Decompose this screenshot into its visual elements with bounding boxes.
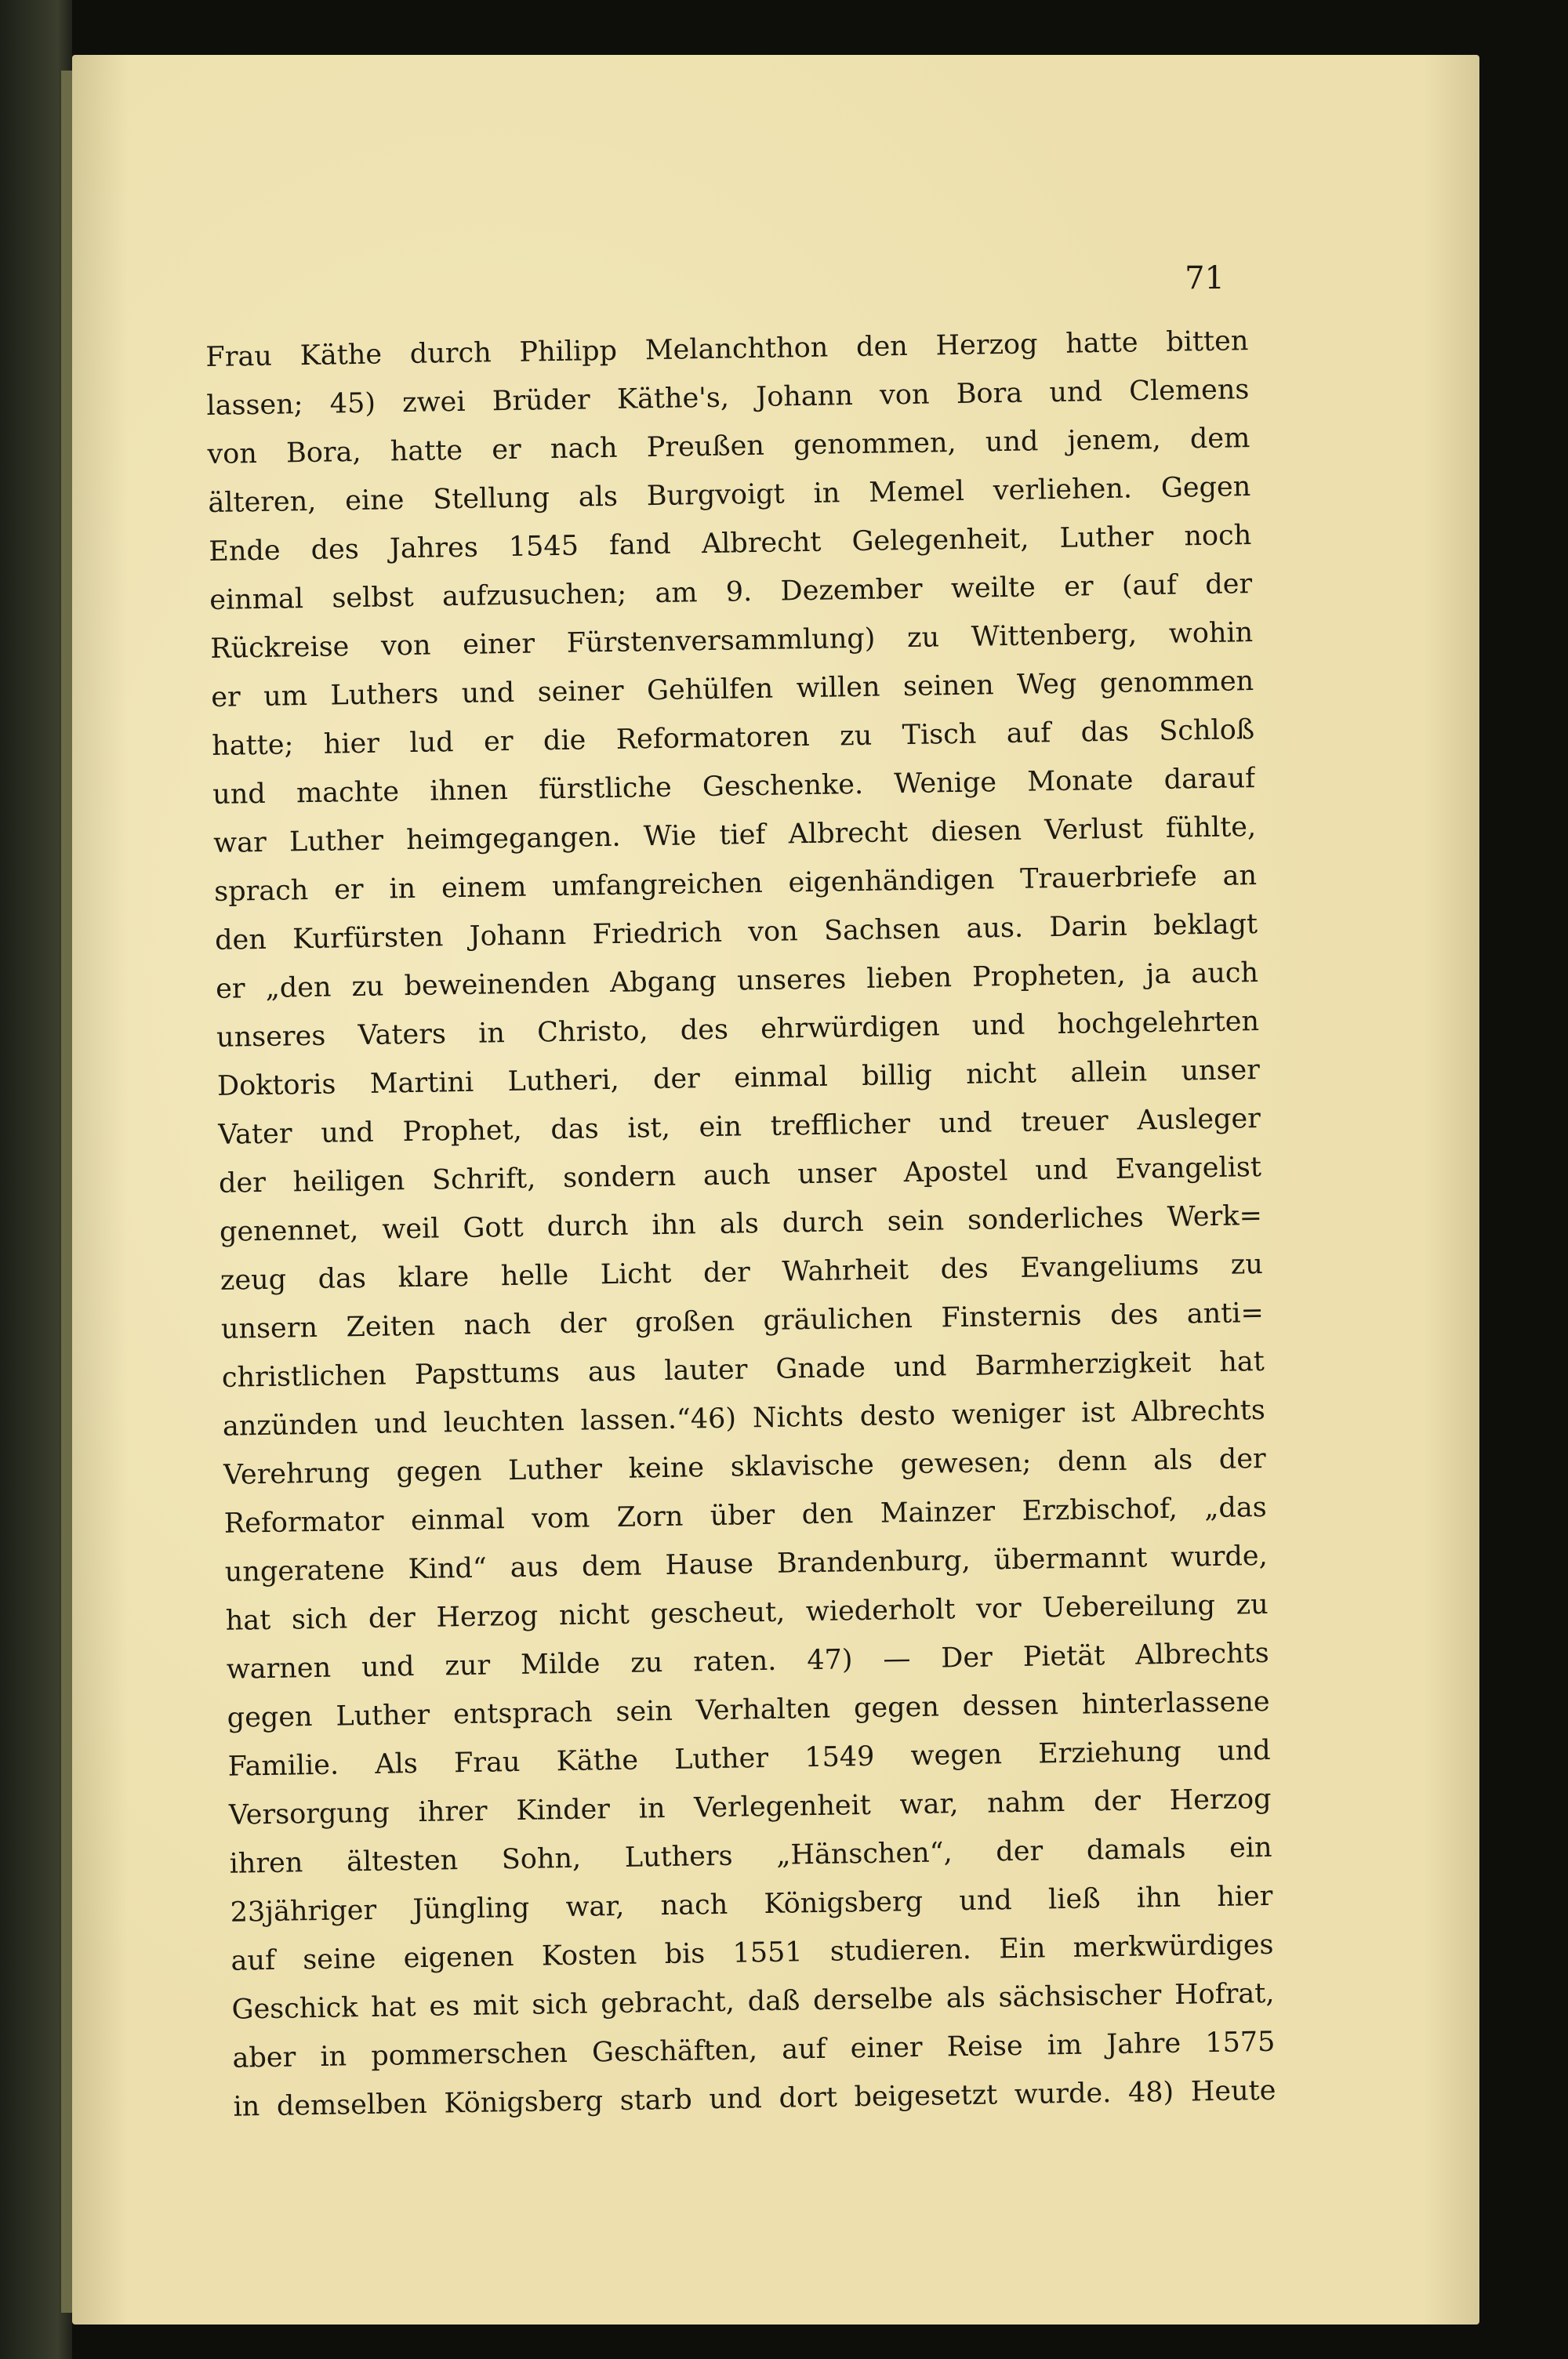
text-line: warnen und zur Milde zu raten. 47) — Der Pietät Albrechts: [226, 1637, 1269, 1686]
text-line: Verehrung gegen Luther keine sklavische gewesen; denn als der: [223, 1443, 1267, 1491]
text-line: einmal selbst aufzusuchen; am 9. Dezember weilte er (auf der: [209, 568, 1253, 616]
text-line: der heiligen Schrift, sondern auch unser Apostel und Evangelist: [218, 1151, 1262, 1199]
text-line: aber in pommerschen Geschäften, auf einer Reise im Jahre 1575: [232, 2026, 1276, 2074]
text-line: er um Luthers und seiner Gehülfen willen seinen Weg genommen: [210, 666, 1254, 713]
text-line: unsern Zeiten nach der großen gräulichen Finsternis des anti=: [220, 1297, 1265, 1345]
text-line: gegen Luther entsprach sein Verhalten gegen dessen hinterlassene: [227, 1686, 1270, 1734]
text-line: älteren, eine Stellung als Burgvoigt in Memel verliehen. Gegen: [208, 471, 1251, 519]
text-line: Rückreise von einer Fürstenversammlung) zu Wittenberg, wohin: [210, 617, 1254, 665]
text-line: genennet, weil Gott durch ihn als durch sein sonderliches Werk=: [219, 1199, 1263, 1248]
text-line: den Kurfürsten Johann Friedrich von Sachsen aus. Darin beklagt: [214, 909, 1258, 956]
text-line: war Luther heimgegangen. Wie tief Albrecht diesen Verlust fühlte,: [212, 811, 1257, 859]
body-text: [205, 317, 1276, 2132]
text-line: von Bora, hatte er nach Preußen genommen, und jenem, dem: [207, 423, 1250, 470]
page-sheet: [72, 55, 1479, 2325]
text-line: 23jähriger Jüngling war, nach Königsberg und ließ ihn hier: [230, 1880, 1273, 1929]
text-line: hatte; hier lud er die Reformatoren zu Tisch auf das Schloß: [211, 714, 1255, 762]
text-line: Ende des Jahres 1545 fand Albrecht Gelegenheit, Luther noch: [209, 520, 1252, 568]
text-line: in demselben Königsberg starb und dort beigesetzt wurde. 48) Heute: [233, 2074, 1276, 2123]
text-line: unseres Vaters in Christo, des ehrwürdigen und hochgelehrten: [216, 1006, 1260, 1054]
text-line: Vater und Prophet, das ist, ein trefflicher und treuer Ausleger: [217, 1102, 1261, 1151]
text-line: Familie. Als Frau Käthe Luther 1549 wegen Erziehung und: [227, 1734, 1271, 1783]
text-line: hat sich der Herzog nicht gescheut, wiederholt vor Uebereilung zu: [225, 1588, 1269, 1637]
text-line: zeug das klare helle Licht der Wahrheit des Evangeliums zu: [220, 1248, 1264, 1297]
text-line: Versorgung ihrer Kinder in Verlegenheit war, nahm der Herzog: [228, 1783, 1272, 1831]
text-line: sprach er in einem umfangreichen eigenhändigen Trauerbriefe an: [213, 860, 1258, 908]
text-line: lassen; 45) zwei Brüder Käthe's, Johann von Bora und Clemens: [206, 374, 1250, 422]
text-line: Frau Käthe durch Philipp Melanchthon den Herzog hatte bitten: [205, 325, 1249, 373]
text-line: Doktoris Martini Lutheri, der einmal billig nicht allein unser: [216, 1054, 1261, 1102]
text-line: ihren ältesten Sohn, Luthers „Hänschen“, der damals ein: [229, 1831, 1272, 1880]
text-line: christlichen Papsttums aus lauter Gnade und Barmherzigkeit hat: [221, 1345, 1265, 1394]
page-number: 71: [1185, 260, 1225, 296]
text-line: Reformator einmal vom Zorn über den Mainzer Erzbischof, „das: [223, 1491, 1268, 1540]
text-line: anzünden und leuchten lassen.“46) Nichts desto weniger ist Albrechts: [222, 1394, 1266, 1443]
text-line: ungeratene Kind“ aus dem Hause Brandenburg, übermannt wurde,: [224, 1540, 1268, 1588]
text-line: und machte ihnen fürstliche Geschenke. Wenige Monate darauf: [212, 763, 1256, 811]
text-line: auf seine eigenen Kosten bis 1551 studieren. Ein merkwürdiges: [230, 1929, 1274, 1977]
text-line: Geschick hat es mit sich gebracht, daß derselbe als sächsischer Hofrat,: [231, 1977, 1275, 2026]
text-line: er „den zu beweinenden Abgang unseres lieben Propheten, ja auch: [215, 957, 1259, 1005]
